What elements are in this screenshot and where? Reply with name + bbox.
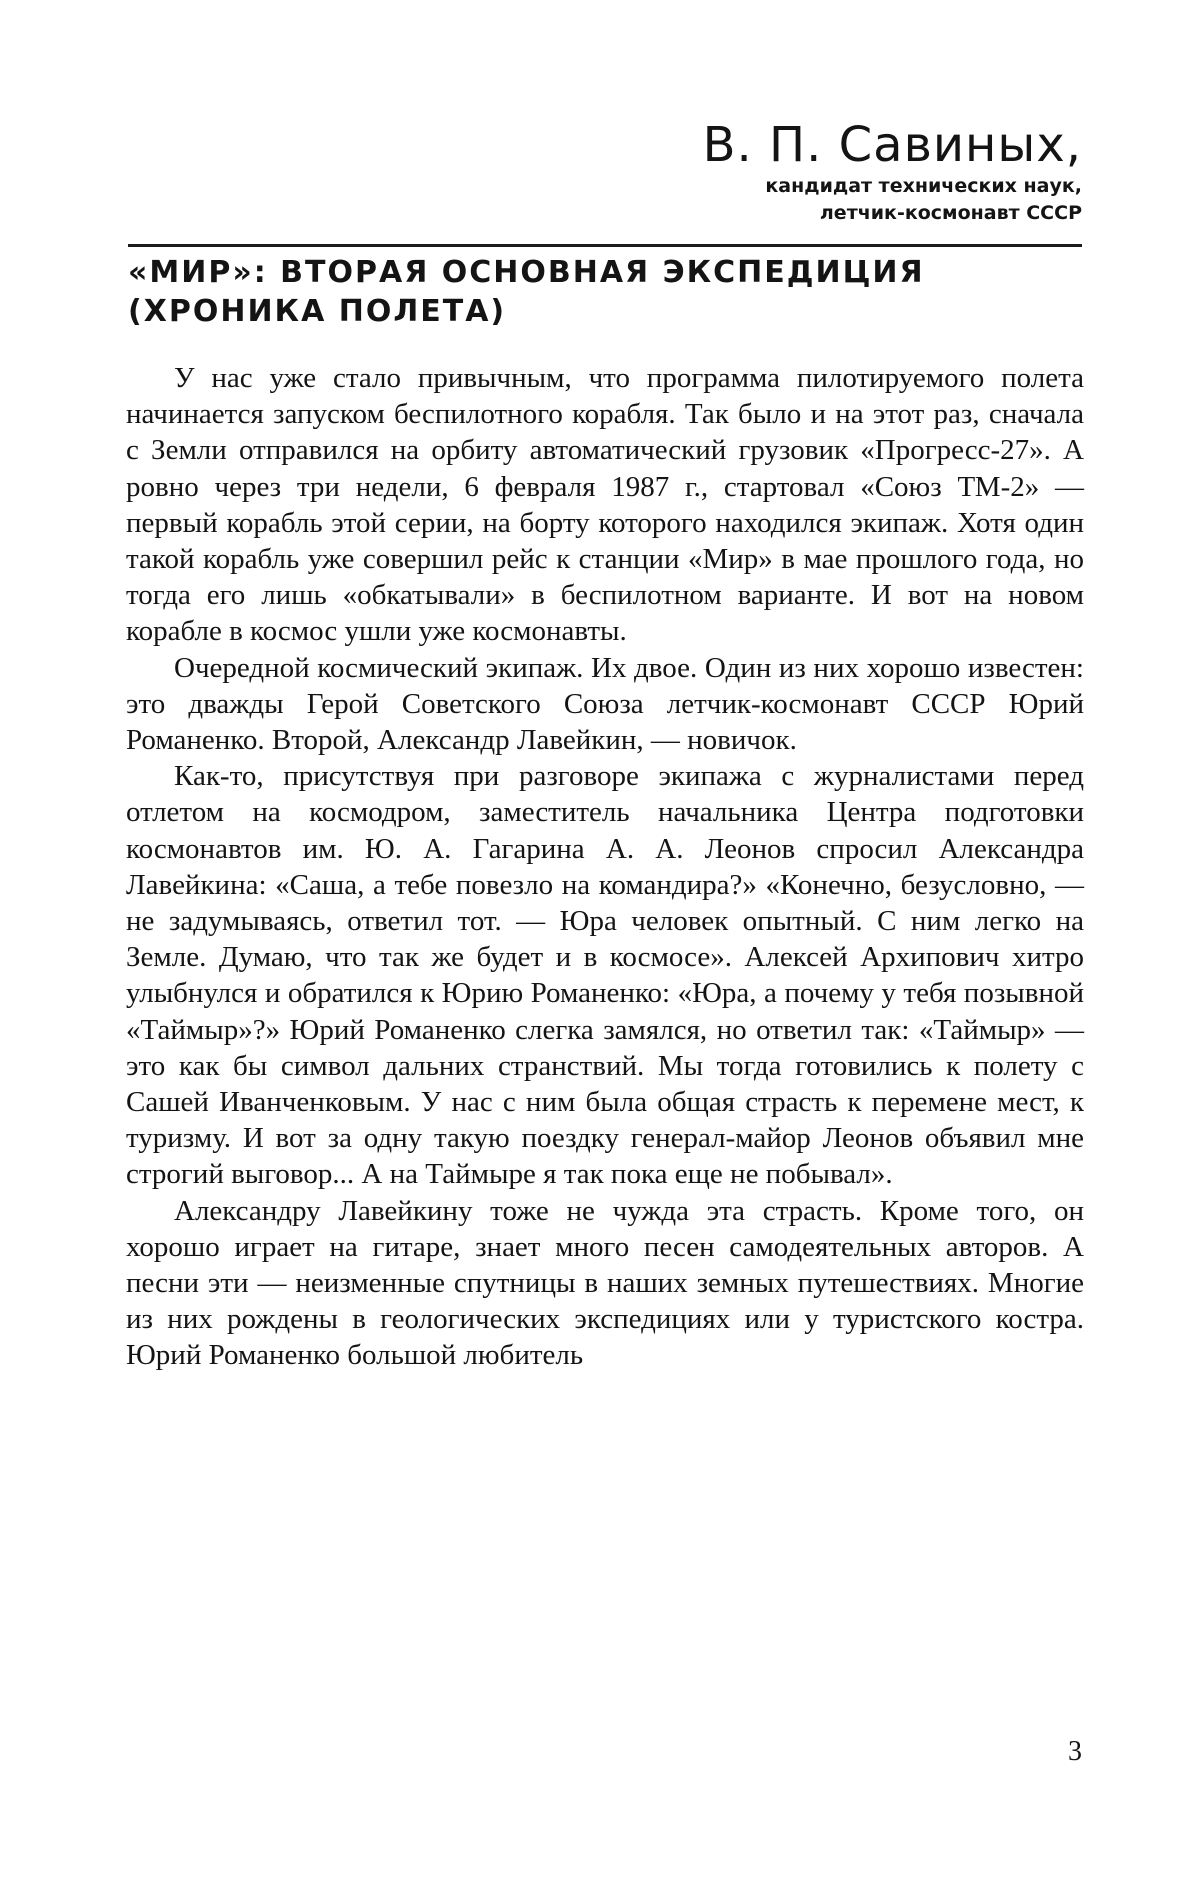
article-title bbox=[128, 253, 1082, 331]
author-title: летчик-космонавт СССР bbox=[819, 202, 1082, 225]
paragraph-3: Как-то, присутствуя при разговоре экипажа с журналистами перед отлетом на космодром, заместитель начальника Центра подготовки космонавтов им. Ю. А. Гагарина А. А. Леонов спросил Александра Лавейкина: «Саша, а тебе повезло на командира?» «Конечно, безусловно, — не задумываясь, ответил тот. — Юра человек опытный. С ним легко на Земле. Думаю, что так же будет и в космосе». Алексей Архипович хитро улыбнулся и обратился к Юрию Романенко: «Юра, а почему у тебя позывной «Таймыр»?» Юрий Романенко слегка замялся, но ответил так: «Таймыр» — это как бы символ дальних странствий. Мы тогда готовились к полету с Сашей Иванченковым. У нас с ним была общая страсть к перемене мест, к туризму. И вот за одну такую поездку генерал-майор Леонов объявил мне строгий выговор... А на Таймыре я так пока еще не побывал». bbox=[126, 760, 1084, 1191]
author-degree: кандидат технических наук, bbox=[765, 175, 1082, 198]
paragraph-2: Очередной космический экипаж. Их двое. Один из них хорошо известен: это дважды Герой Советского Союза летчик-космонавт СССР Юрий Романенко. Второй, Александр Лавейкин, — новичок. bbox=[126, 651, 1084, 757]
paragraph-1: У нас уже стало привычным, что программа пилотируемого полета начинается запуском беспилотного корабля. Так было и на этот раз, сначала с Земли отправился на орбиту автоматический грузовик «Прогресс-27». А ровно через три недели, 6 февраля 1987 г., стартовал «Союз ТМ-2» — первый корабль этой серии, на борту которого находился экипаж. Хотя один такой корабль уже совершил рейс к станции «Мир» в мае прошлого года, но тогда его лишь «обкатывали» в беспилотном варианте. И вот на новом корабле в космос ушли уже космонавты. bbox=[126, 362, 1084, 648]
article-body bbox=[126, 360, 1084, 1374]
paragraph-4: Александру Лавейкину тоже не чужда эта страсть. Кроме того, он хорошо играет на гитаре, знает много песен самодеятельных авторов. А песни эти — неизменные спутницы в наших земных путешествиях. Многие из них рождены в геологических экспедициях или у туристского костра. Юрий Романенко большой любитель bbox=[126, 1194, 1084, 1372]
author-block bbox=[522, 118, 1082, 227]
article-title-line-2: (ХРОНИКА ПОЛЕТА) bbox=[128, 294, 507, 329]
header-divider bbox=[128, 244, 1082, 247]
author-name: В. П. Савиных, bbox=[702, 117, 1082, 173]
page-number: 3 bbox=[1068, 1736, 1082, 1767]
article-title-line-1: «МИР»: ВТОРАЯ ОСНОВНАЯ ЭКСПЕДИЦИЯ bbox=[128, 255, 925, 290]
